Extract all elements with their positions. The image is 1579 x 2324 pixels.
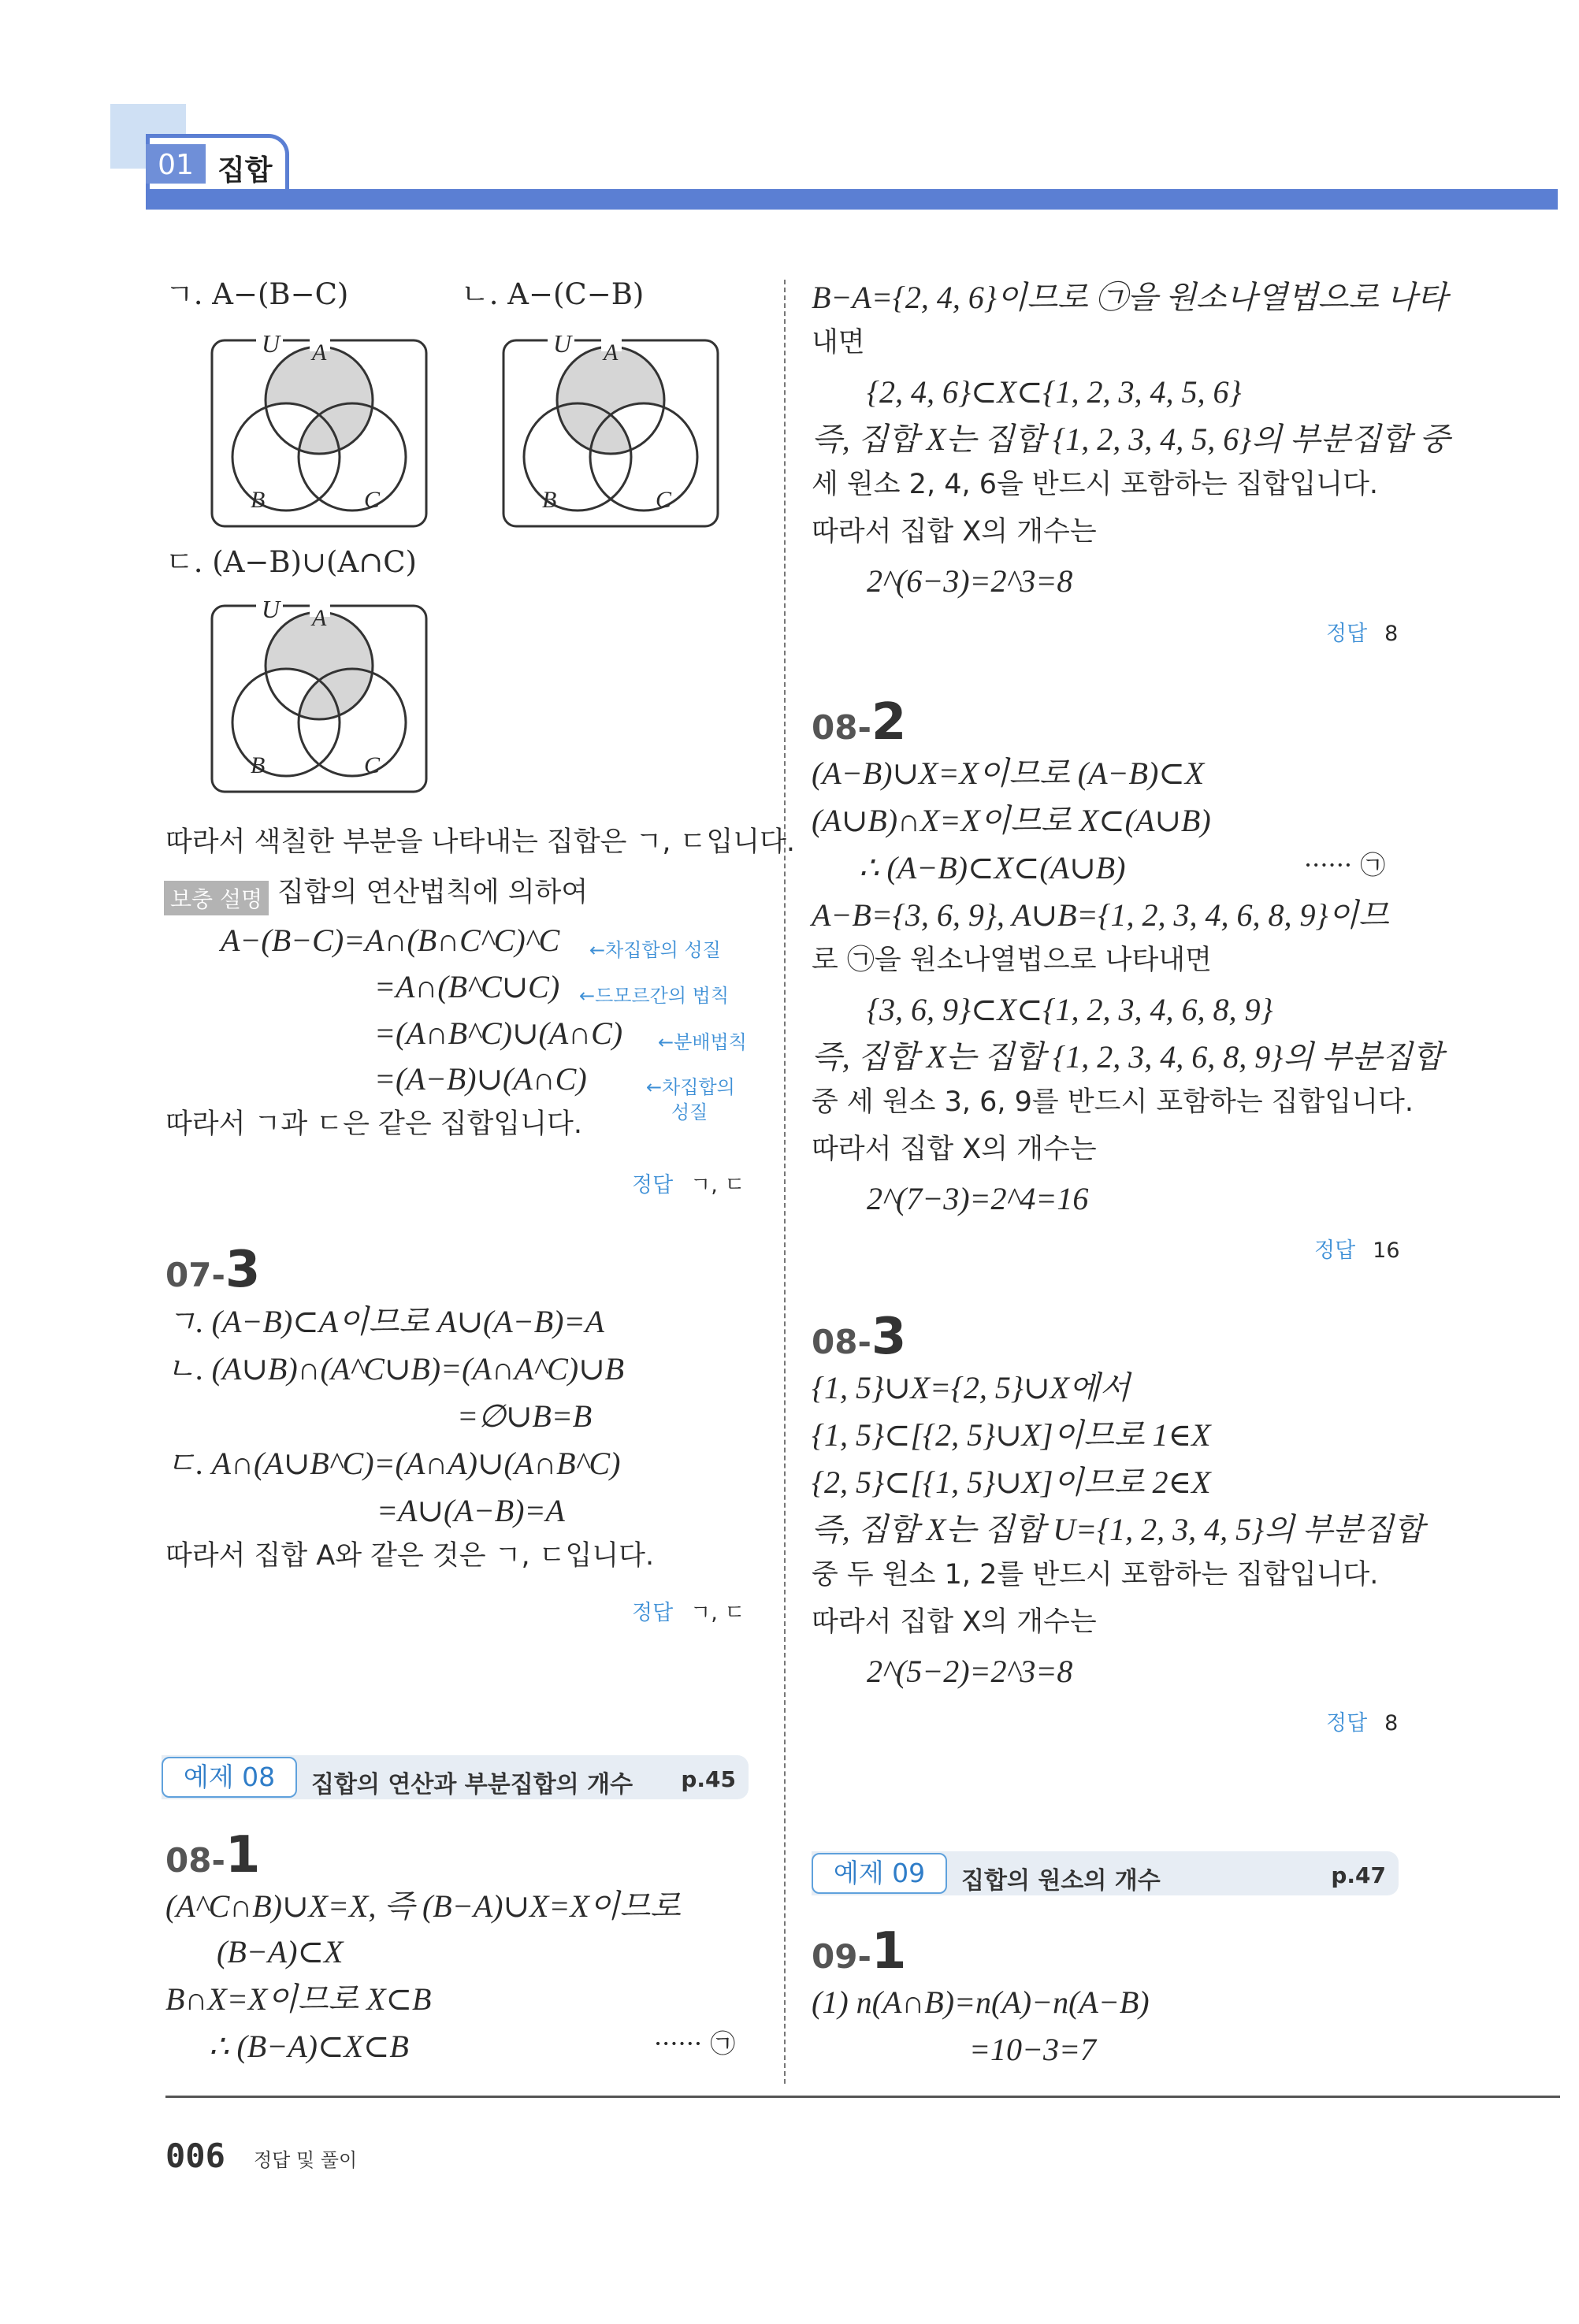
r-line1: B−A={2, 4, 6}이므로 ㉠을 원소나열법으로 나타 xyxy=(812,280,1448,315)
p082-line3: ∴ (A−B)⊂X⊂(A∪B) xyxy=(859,850,1126,885)
venn-conclusion: 따라서 색칠한 부분을 나타내는 집합은 ㄱ, ㄷ입니다. xyxy=(165,826,796,858)
venn-label-c: ㄷ. (A−B)∪(A∩C) xyxy=(165,545,417,579)
answer-label: 정답 xyxy=(632,1601,674,1625)
answer-label: 정답 xyxy=(1326,1711,1368,1736)
footer-page-label: 정답 및 풀이 xyxy=(254,2149,358,2171)
p083-line4: 즉, 집합 X는 집합 U={1, 2, 3, 4, 5}의 부분집합 xyxy=(812,1512,1425,1547)
r-line2: 내면 xyxy=(812,327,865,358)
venn-b-C: C xyxy=(656,487,672,513)
p083-line2: {1, 5}⊂[{2, 5}∪X]이므로 1∈X xyxy=(812,1417,1211,1453)
answer-07-2 xyxy=(632,1168,745,1198)
venn-b-A: A xyxy=(604,340,619,366)
bonus-conclusion: 따라서 ㄱ과 ㄷ은 같은 집합입니다. xyxy=(165,1108,582,1140)
p082-line9: 따라서 집합 X의 개수는 xyxy=(812,1134,1097,1165)
p082-line2: (A∪B)∩X=X이므로 X⊂(A∪B) xyxy=(812,803,1211,838)
p082-line10: 2^(7−3)=2^4=16 xyxy=(867,1181,1089,1216)
p073-line1: ㄱ. (A−B)⊂A이므로 A∪(A−B)=A xyxy=(165,1304,604,1339)
problem-08-1-number: 08-1 xyxy=(165,1826,261,1884)
example-08-tag: 예제 08 xyxy=(162,1757,297,1798)
example-08-bar xyxy=(162,1755,749,1799)
problem-07-3-number: 07-3 xyxy=(165,1241,261,1299)
bonus-tag: 보충 설명 xyxy=(164,881,269,915)
venn-c-C: C xyxy=(364,752,381,778)
chapter-title: 집합 xyxy=(217,154,273,187)
answer-label: 정답 xyxy=(1326,622,1368,646)
p083-line7: 2^(5−2)=2^3=8 xyxy=(867,1654,1073,1689)
note-de-morgan: ←드모르간의 법칙 xyxy=(579,985,730,1007)
p081-line2: (B−A)⊂X xyxy=(217,1934,344,1969)
p082-line8: 중 세 원소 3, 6, 9를 반드시 포함하는 집합입니다. xyxy=(812,1086,1414,1118)
p081-line3: B∩X=X이므로 X⊂B xyxy=(165,1981,432,2017)
bonus-intro: 집합의 연산법칙에 의하여 xyxy=(277,877,589,908)
venn-a-C: C xyxy=(364,487,381,513)
answer-07-3 xyxy=(632,1595,745,1626)
r-line7: 2^(6−3)=2^3=8 xyxy=(867,563,1073,599)
problem-09-1-number: 09-1 xyxy=(812,1922,907,1981)
example-09-bar xyxy=(812,1851,1399,1895)
answer-value: 16 xyxy=(1373,1238,1400,1263)
footer-rule xyxy=(165,2096,1560,2098)
p091-line1: (1) n(A∩B)=n(A)−n(A−B) xyxy=(812,1984,1150,2020)
example-09-page: p.47 xyxy=(1331,1862,1386,1888)
example-09-title: 집합의 원소의 개수 xyxy=(961,1867,1161,1895)
venn-a-U: U xyxy=(262,329,281,358)
p081-line4: ∴ (B−A)⊂X⊂B xyxy=(209,2029,409,2064)
p082-line4: A−B={3, 6, 9}, A∪B={1, 2, 3, 4, 6, 8, 9}이므 xyxy=(812,897,1389,933)
r-line5: 세 원소 2, 4, 6을 반드시 포함하는 집합입니다. xyxy=(812,469,1379,500)
answer-08-3 xyxy=(1326,1706,1398,1736)
p082-line6: {3, 6, 9}⊂X⊂{1, 2, 3, 4, 6, 8, 9} xyxy=(867,992,1273,1027)
answer-label: 정답 xyxy=(632,1173,674,1197)
p083-line5: 중 두 원소 1, 2를 반드시 포함하는 집합입니다. xyxy=(812,1559,1379,1591)
answer-value: 8 xyxy=(1384,1711,1399,1736)
footer-page-number: 006 xyxy=(165,2137,225,2175)
answer-08-1 xyxy=(1326,616,1398,647)
note-difference-property-2a: ←차집합의 xyxy=(646,1076,735,1098)
venn-a-A: A xyxy=(312,340,327,366)
answer-08-2 xyxy=(1314,1233,1400,1264)
p073-line6: 따라서 집합 A와 같은 것은 ㄱ, ㄷ입니다. xyxy=(165,1540,655,1572)
p081-line1: (A^C∩B)∪X=X, 즉 (B−A)∪X=X이므로 xyxy=(165,1888,681,1924)
bonus-eq3: =(A∩B^C)∪(A∩C) xyxy=(374,1015,623,1051)
venn-a-B: B xyxy=(251,487,266,513)
chapter-number: 01 xyxy=(158,149,194,181)
venn-b-B: B xyxy=(542,487,557,513)
problem-08-3-number: 08-3 xyxy=(812,1308,907,1366)
p083-line3: {2, 5}⊂[{1, 5}∪X]이므로 2∈X xyxy=(812,1465,1211,1500)
venn-label-b: ㄴ. A−(C−B) xyxy=(461,277,645,311)
r-line6: 따라서 집합 X의 개수는 xyxy=(812,516,1097,548)
venn-c-U: U xyxy=(262,595,281,623)
p082-line7: 즉, 집합 X는 집합 {1, 2, 3, 4, 6, 8, 9}의 부분집합 xyxy=(812,1039,1443,1075)
venn-label-a: ㄱ. A−(B−C) xyxy=(165,277,349,311)
answer-value: 8 xyxy=(1384,622,1399,646)
column-divider xyxy=(784,280,786,2084)
example-09-tag: 예제 09 xyxy=(812,1853,947,1894)
p083-line6: 따라서 집합 X의 개수는 xyxy=(812,1606,1097,1638)
note-difference-property: ←차집합의 성질 xyxy=(589,939,721,961)
venn-c-B: B xyxy=(251,752,266,778)
bonus-eq2: =A∩(B^C∪C) xyxy=(374,969,560,1004)
p081-line4-ref: ······ ㉠ xyxy=(654,2029,736,2059)
p082-line3-ref: ······ ㉠ xyxy=(1304,850,1386,880)
p082-line1: (A−B)∪X=X이므로 (A−B)⊂X xyxy=(812,755,1205,791)
p073-line3: =∅∪B=B xyxy=(457,1398,593,1434)
example-08-title: 집합의 연산과 부분집합의 개수 xyxy=(311,1771,633,1799)
r-line3: {2, 4, 6}⊂X⊂{1, 2, 3, 4, 5, 6} xyxy=(867,374,1242,410)
answer-value: ㄱ, ㄷ xyxy=(690,1173,745,1197)
example-08-page: p.45 xyxy=(681,1766,736,1792)
note-distributive: ←분배법칙 xyxy=(658,1031,747,1053)
venn-b-U: U xyxy=(553,329,572,358)
note-difference-property-2b: 성질 xyxy=(671,1101,708,1123)
bonus-eq4: =(A−B)∪(A∩C) xyxy=(374,1061,587,1097)
p073-line2: ㄴ. (A∪B)∩(A^C∪B)=(A∩A^C)∪B xyxy=(165,1351,625,1387)
p082-line5: 로 ㉠을 원소나열법으로 나타내면 xyxy=(812,945,1212,976)
r-line4: 즉, 집합 X는 집합 {1, 2, 3, 4, 5, 6}의 부분집합 중 xyxy=(812,421,1451,457)
p091-line2: =10−3=7 xyxy=(969,2032,1096,2067)
p073-line4: ㄷ. A∩(A∪B^C)=(A∩A)∪(A∩B^C) xyxy=(165,1446,621,1481)
p073-line5: =A∪(A−B)=A xyxy=(377,1493,565,1528)
answer-label: 정답 xyxy=(1314,1238,1356,1263)
venn-c-A: A xyxy=(312,605,327,631)
bonus-eq1: A−(B−C)=A∩(B∩C^C)^C xyxy=(221,923,560,958)
header-bar xyxy=(146,189,1558,210)
p083-line1: {1, 5}∪X={2, 5}∪X에서 xyxy=(812,1370,1131,1405)
problem-08-2-number: 08-2 xyxy=(812,693,907,752)
answer-value: ㄱ, ㄷ xyxy=(690,1601,745,1625)
